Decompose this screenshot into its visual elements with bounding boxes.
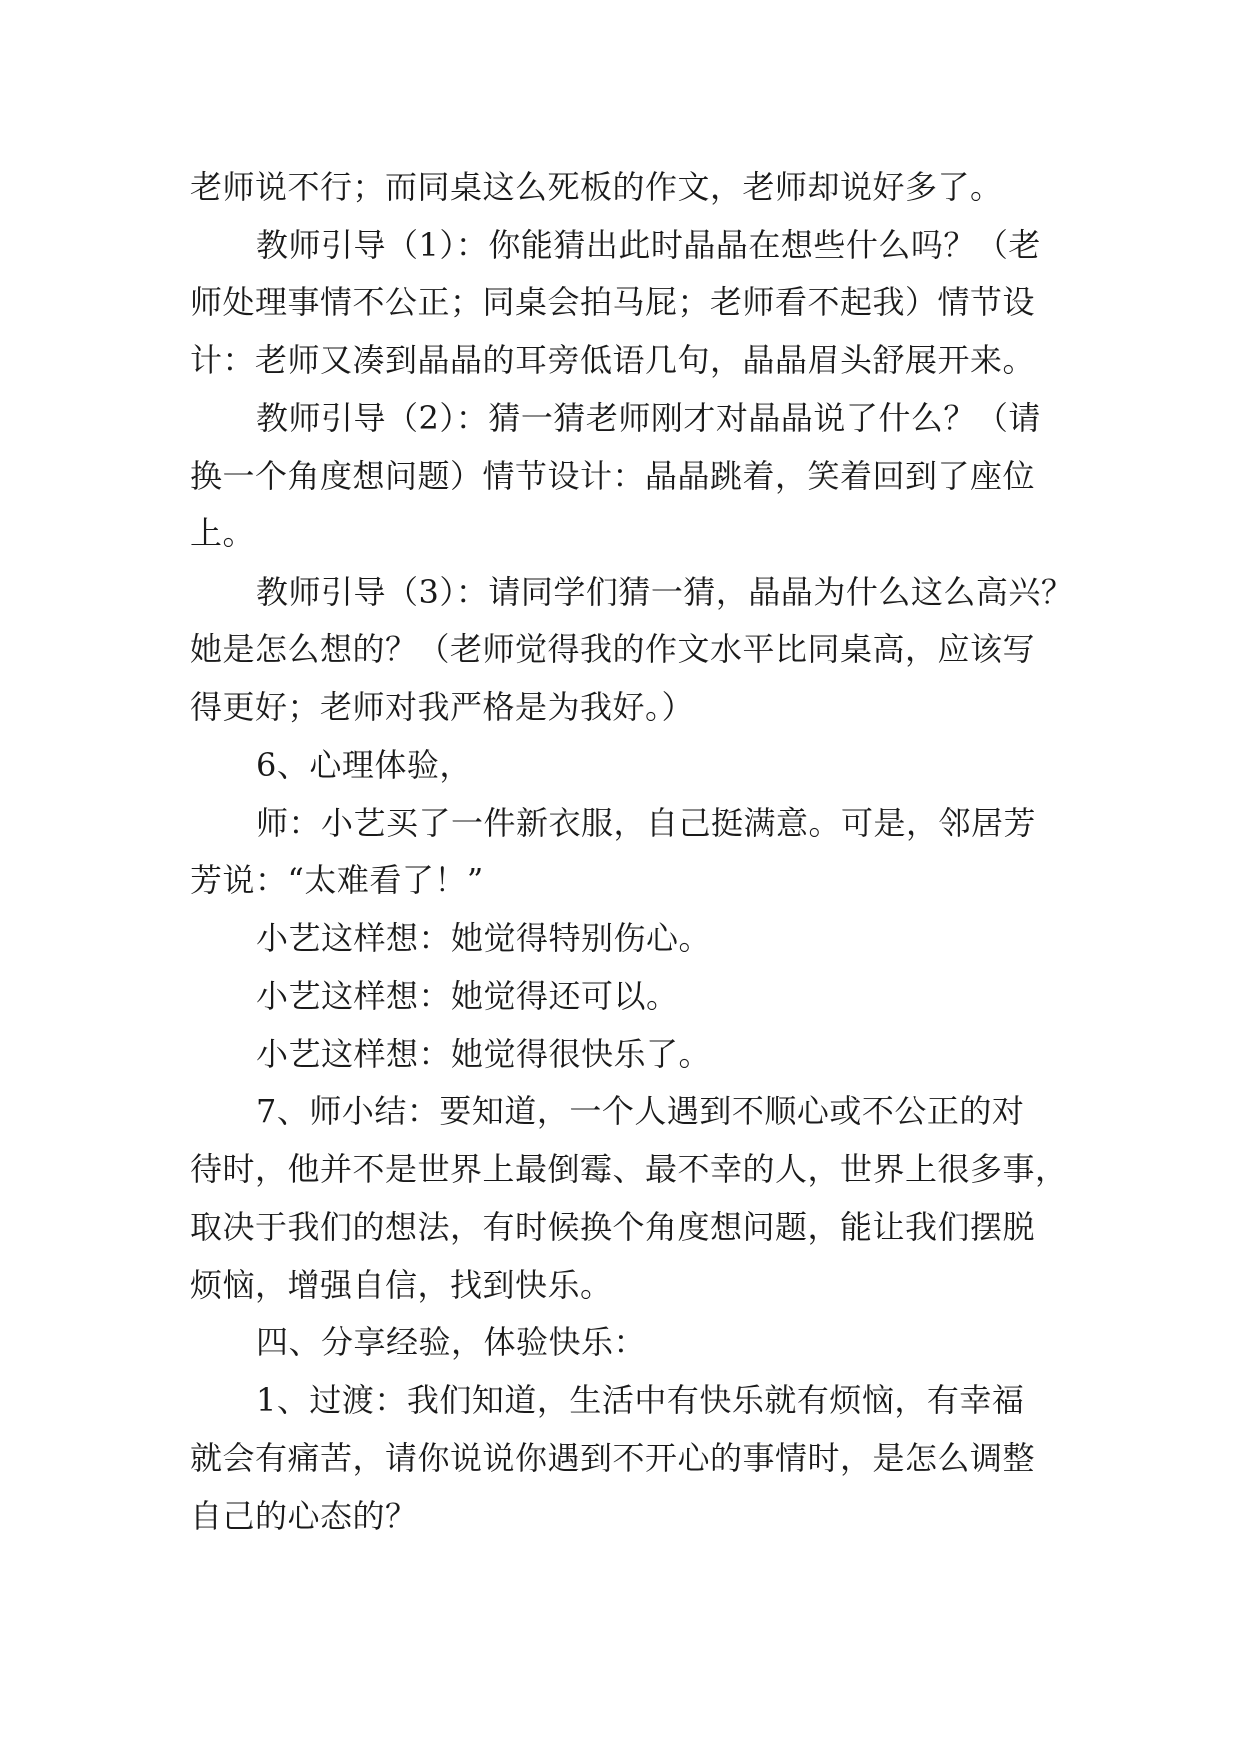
text-line: 小艺这样想：她觉得还可以。 (256, 977, 679, 1015)
text-line: 教师引导（3）：请同学们猜一猜，晶晶为什么这么高兴？ (256, 573, 1074, 611)
text-line: 师处理事情不公正；同桌会拍马屁；老师看不起我）情节设 (190, 283, 1036, 321)
text-line: 7、师小结：要知道，一个人遇到不顺心或不公正的对 (256, 1092, 1025, 1130)
text-line: 就会有痛苦，请你说说你遇到不开心的事情时，是怎么调整 (190, 1439, 1036, 1477)
text-line: 师：小艺买了一件新衣服，自己挺满意。可是，邻居芳 (256, 804, 1037, 842)
text-line: 小艺这样想：她觉得特别伤心。 (256, 919, 712, 957)
text-line: 教师引导（2）：猜一猜老师刚才对晶晶说了什么？（请 (256, 399, 1041, 437)
section-heading: 四、分享经验，体验快乐： (256, 1323, 647, 1361)
text-line: 烦恼，增强自信，找到快乐。 (190, 1266, 613, 1304)
text-line: 计：老师又凑到晶晶的耳旁低语几句，晶晶眉头舒展开来。 (190, 341, 1036, 379)
text-line: 小艺这样想：她觉得很快乐了。 (256, 1035, 712, 1073)
section-heading: 6、心理体验， (256, 746, 472, 784)
text-line: 换一个角度想问题）情节设计：晶晶跳着，笑着回到了座位 (190, 457, 1036, 495)
text-line: 得更好；老师对我严格是为我好。） (190, 688, 695, 726)
text-line: 芳说：“太难看了！” (190, 861, 484, 899)
text-line: 自己的心态的？ (190, 1497, 418, 1535)
text-line: 她是怎么想的？（老师觉得我的作文水平比同桌高，应该写 (190, 630, 1036, 668)
text-line: 待时，他并不是世界上最倒霉、最不幸的人，世界上很多事， (190, 1150, 1068, 1188)
text-line: 教师引导（1）：你能猜出此时晶晶在想些什么吗？（老 (256, 226, 1041, 264)
text-line: 1、过渡：我们知道，生活中有快乐就有烦恼，有幸福 (256, 1381, 1025, 1419)
text-line: 老师说不行；而同桌这么死板的作文，老师却说好多了。 (190, 168, 1003, 206)
text-line: 取决于我们的想法，有时候换个角度想问题，能让我们摆脱 (190, 1208, 1036, 1246)
text-line: 上。 (190, 514, 256, 552)
